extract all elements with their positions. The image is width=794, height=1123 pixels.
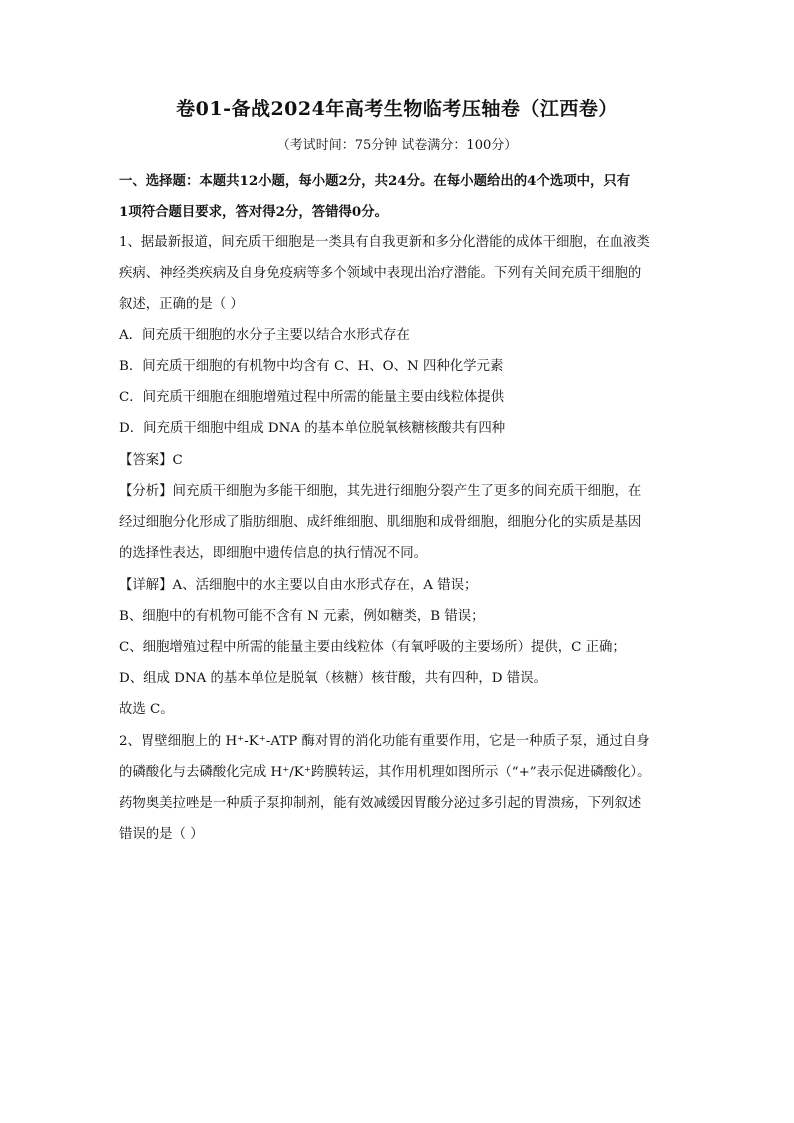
q1-option-c: C．间充质干细胞在细胞增殖过程中所需的能量主要由线粒体提供 xyxy=(119,390,505,405)
q1-option-a: A．间充质干细胞的水分子主要以结合水形式存在 xyxy=(119,328,410,343)
q1-detail-line-1: 【详解】A、活细胞中的水主要以自由水形式存在，A 错误； xyxy=(119,578,478,593)
q2-stem-line-4: 错误的是（ ） xyxy=(119,827,204,842)
q1-analysis-line-1: 【分析】间充质干细胞为多能干细胞，其先进行细胞分裂产生了更多的间充质干细胞，在 xyxy=(119,484,642,499)
q1-stem-line-3: 叙述，正确的是（ ） xyxy=(119,297,244,312)
q2-stem-line-3: 药物奥美拉唑是一种质子泵抑制剂，能有效减缓因胃酸分泌过多引起的胃溃疡，下列叙述 xyxy=(119,796,642,811)
q1-detail-line-4: D、组成 DNA 的基本单位是脱氧（核糖）核苷酸，共有四种，D 错误。 xyxy=(119,671,547,686)
q1-analysis-line-3: 的选择性表达，即细胞中遗传信息的执行情况不同。 xyxy=(119,546,427,561)
q1-detail-line-3: C、细胞增殖过程中所需的能量主要由线粒体（有氧呼吸的主要场所）提供，C 正确； xyxy=(119,640,626,655)
q1-detail-line-5: 故选 C。 xyxy=(119,702,174,717)
q1-analysis-line-2: 经过细胞分化形成了脂肪细胞、成纤维细胞、肌细胞和成骨细胞，细胞分化的实质是基因 xyxy=(119,515,642,530)
exam-title: 卷01-备战2024年高考生物临考压轴卷（江西卷） xyxy=(176,98,618,120)
q1-stem-line-2: 疾病、神经类疾病及自身免疫病等多个领域中表现出治疗潜能。下列有关间充质干细胞的 xyxy=(119,266,642,281)
q2-stem-line-1: 2、胃壁细胞上的 H⁺-K⁺-ATP 酶对胃的消化功能有重要作用，它是一种质子泵，通过自身 xyxy=(119,734,650,749)
q1-option-d: D．间充质干细胞中组成 DNA 的基本单位脱氧核糖核酸共有四种 xyxy=(119,421,506,436)
exam-subtitle: （考试时间：75分钟 试卷满分：100分） xyxy=(276,138,518,153)
q1-stem-line-1: 1、据最新报道，间充质干细胞是一类具有自我更新和多分化潜能的成体干细胞，在血液类 xyxy=(119,235,650,250)
q1-answer: 【答案】C xyxy=(119,453,183,468)
section-heading-line-1: 一、选择题：本题共12小题，每小题2分，共24分。在每小题给出的4个选项中，只有 xyxy=(119,173,631,189)
q1-option-b: B．间充质干细胞的有机物中均含有 C、H、O、N 四种化学元素 xyxy=(119,359,504,374)
q1-detail-line-2: B、细胞中的有机物可能不含有 N 元素，例如糖类，B 错误； xyxy=(119,609,485,624)
q2-stem-line-2: 的磷酸化与去磷酸化完成 H⁺/K⁺跨膜转运，其作用机理如图所示（“+”表示促进磷酸化）。 xyxy=(119,765,651,780)
section-heading-line-2: 1项符合题目要求，答对得2分，答错得0分。 xyxy=(119,204,388,220)
